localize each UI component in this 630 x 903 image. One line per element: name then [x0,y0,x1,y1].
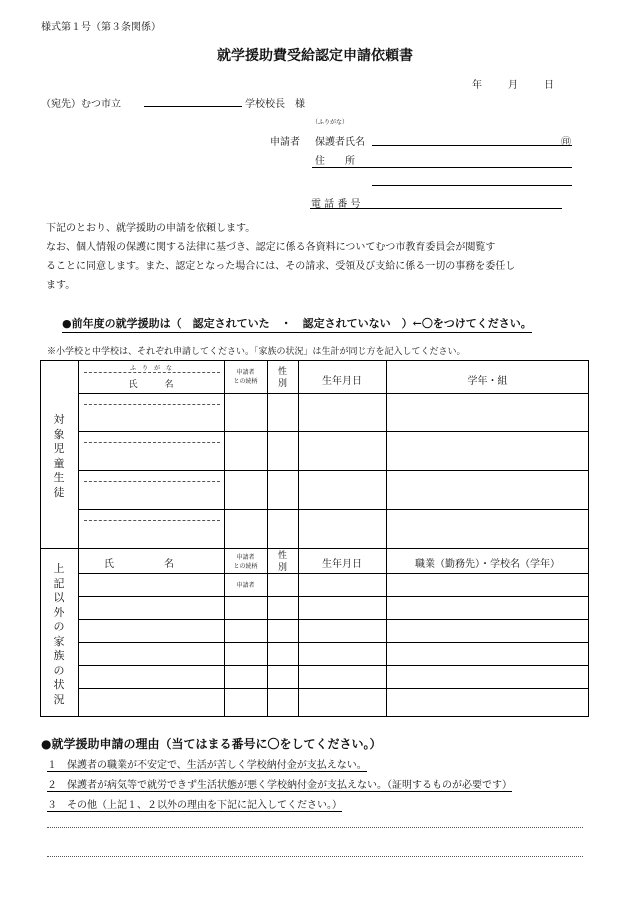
section1-label-char: 童 [53,456,65,470]
family-birthdate-header: 生年月日 [322,559,362,570]
section2-label-char: 外 [53,605,65,619]
family-relation-header [224,553,267,571]
col-divider [267,360,268,717]
section2-label-char: の [53,663,65,677]
family-gender-header [267,550,298,574]
child-name-header: 氏 名 [128,380,174,390]
row-dash [84,404,220,405]
col-divider [78,360,79,717]
section2-label-char: 上 [53,562,65,575]
family-row-line [78,688,589,689]
family-relation-line2: との続柄 [233,563,258,570]
first-relation-applicant: 申請者 [236,582,255,589]
date-year: 年 [472,80,482,91]
col-divider [386,360,387,717]
address-line-2[interactable] [372,185,572,186]
section2-label-char: 況 [53,692,65,706]
applicant-furigana-label: （ふりがな） [312,119,349,126]
reason-3[interactable]: ３ その他（上記１、２以外の理由を下記に記入してください。） [47,796,342,812]
family-row-line [78,665,589,666]
body-line-3: ることに同意します。また、認定となった場合には、その請求、受領及び支給に係る一切の事務を委任し [46,261,516,272]
reason-2[interactable]: ２ 保護者が病気等で就労できず生活状態が悪く学校納付金が支払えない。（証明するものが必要です） [47,776,512,792]
family-gender-line2: 別 [277,563,287,573]
previous-year-statement[interactable]: ●前年度の就学援助は（ 認定されていた ・ 認定されていない ）←〇をつけてください。 [62,315,532,333]
row-line [78,509,589,510]
family-gender-line1: 性 [277,551,287,561]
seal-mark: ㊞ [561,137,571,148]
gender-header-line2: 別 [277,379,287,389]
phone-field[interactable] [310,208,562,209]
applicant-label: 申請者 [270,137,300,148]
family-occupation-header: 職業（勤務先）・学校名（学年） [415,559,560,570]
section2-label-char: 記 [53,576,65,590]
addressee-prefix: （宛先）むつ市立 [41,99,121,110]
section2-label-char: 以 [53,591,65,604]
reason-1[interactable]: １ 保護者の職業が不安定で、生活が苦しく学校納付金が支払えない。 [47,756,367,772]
family-relation-line1: 申請者 [236,554,255,561]
family-name-header: 氏 名 [104,559,174,570]
document-title: 就学援助費受給認定申請依頼書 [217,48,413,64]
section1-label-char: 対 [53,413,65,426]
col-divider [298,360,299,717]
birthdate-header: 生年月日 [322,376,362,387]
section-divider [40,548,589,549]
other-reason-line-2[interactable] [47,856,583,857]
date-day: 日 [544,80,554,91]
other-reason-line-1[interactable] [47,827,583,828]
row-line [78,431,589,432]
form-number: 様式第１号（第３条関係） [41,22,161,33]
furigana-divider [84,372,220,373]
address-label: 住 所 [315,156,355,167]
addressee-suffix: 学校校長 様 [245,99,305,110]
section2-label-char: 家 [53,634,65,648]
gender-header-line1: 性 [277,367,287,377]
school-name-field[interactable] [144,97,242,107]
family-row-line [78,596,589,597]
application-table [40,360,589,717]
family-row-line [78,619,589,620]
section2-label [52,562,66,707]
section1-label-char: 児 [53,442,65,455]
row-line [78,393,589,394]
section1-label-char: 生 [53,471,65,484]
section1-label-char: 象 [53,427,65,441]
family-note: ※小学校と中学校は、それぞれ申請してください。「家族の状況」は生計が同じ方を記入してください。 [47,347,466,357]
grade-header: 学年・組 [467,376,508,387]
furigana-header: ふ り が な [129,365,172,372]
body-line-2: なお、個人情報の保護に関する法律に基づき、認定に係る各資料についてむつ市教育委員会が閲覧す [46,242,496,253]
row-dash [84,442,220,443]
section1-label [52,413,66,500]
family-row-line [78,573,589,574]
family-row-line [78,642,589,643]
guardian-name-label: 保護者氏名 [315,137,365,148]
section2-label-char: の [53,620,65,633]
relation-header-line1: 申請者 [236,369,255,376]
row-dash [84,481,220,482]
phone-label: 電 話 番 号 [311,199,361,210]
col-divider [224,360,225,717]
row-dash [84,520,220,521]
relation-header [224,368,267,386]
reasons-title: ●就学援助申請の理由（当てはまる番号に〇をしてください。） [41,737,382,751]
address-line-1[interactable] [312,167,572,168]
row-line [78,470,589,471]
body-line-1: 下記のとおり、就学援助の申請を依頼します。 [46,223,256,234]
section2-label-char: 状 [53,678,65,691]
body-line-4: ます。 [46,280,76,291]
section2-label-char: 族 [53,649,65,662]
gender-header [267,366,298,390]
relation-header-line2: との続柄 [233,378,258,385]
guardian-name-field[interactable] [372,135,572,146]
date-month: 月 [508,80,518,91]
section1-label-char: 徒 [53,485,65,499]
